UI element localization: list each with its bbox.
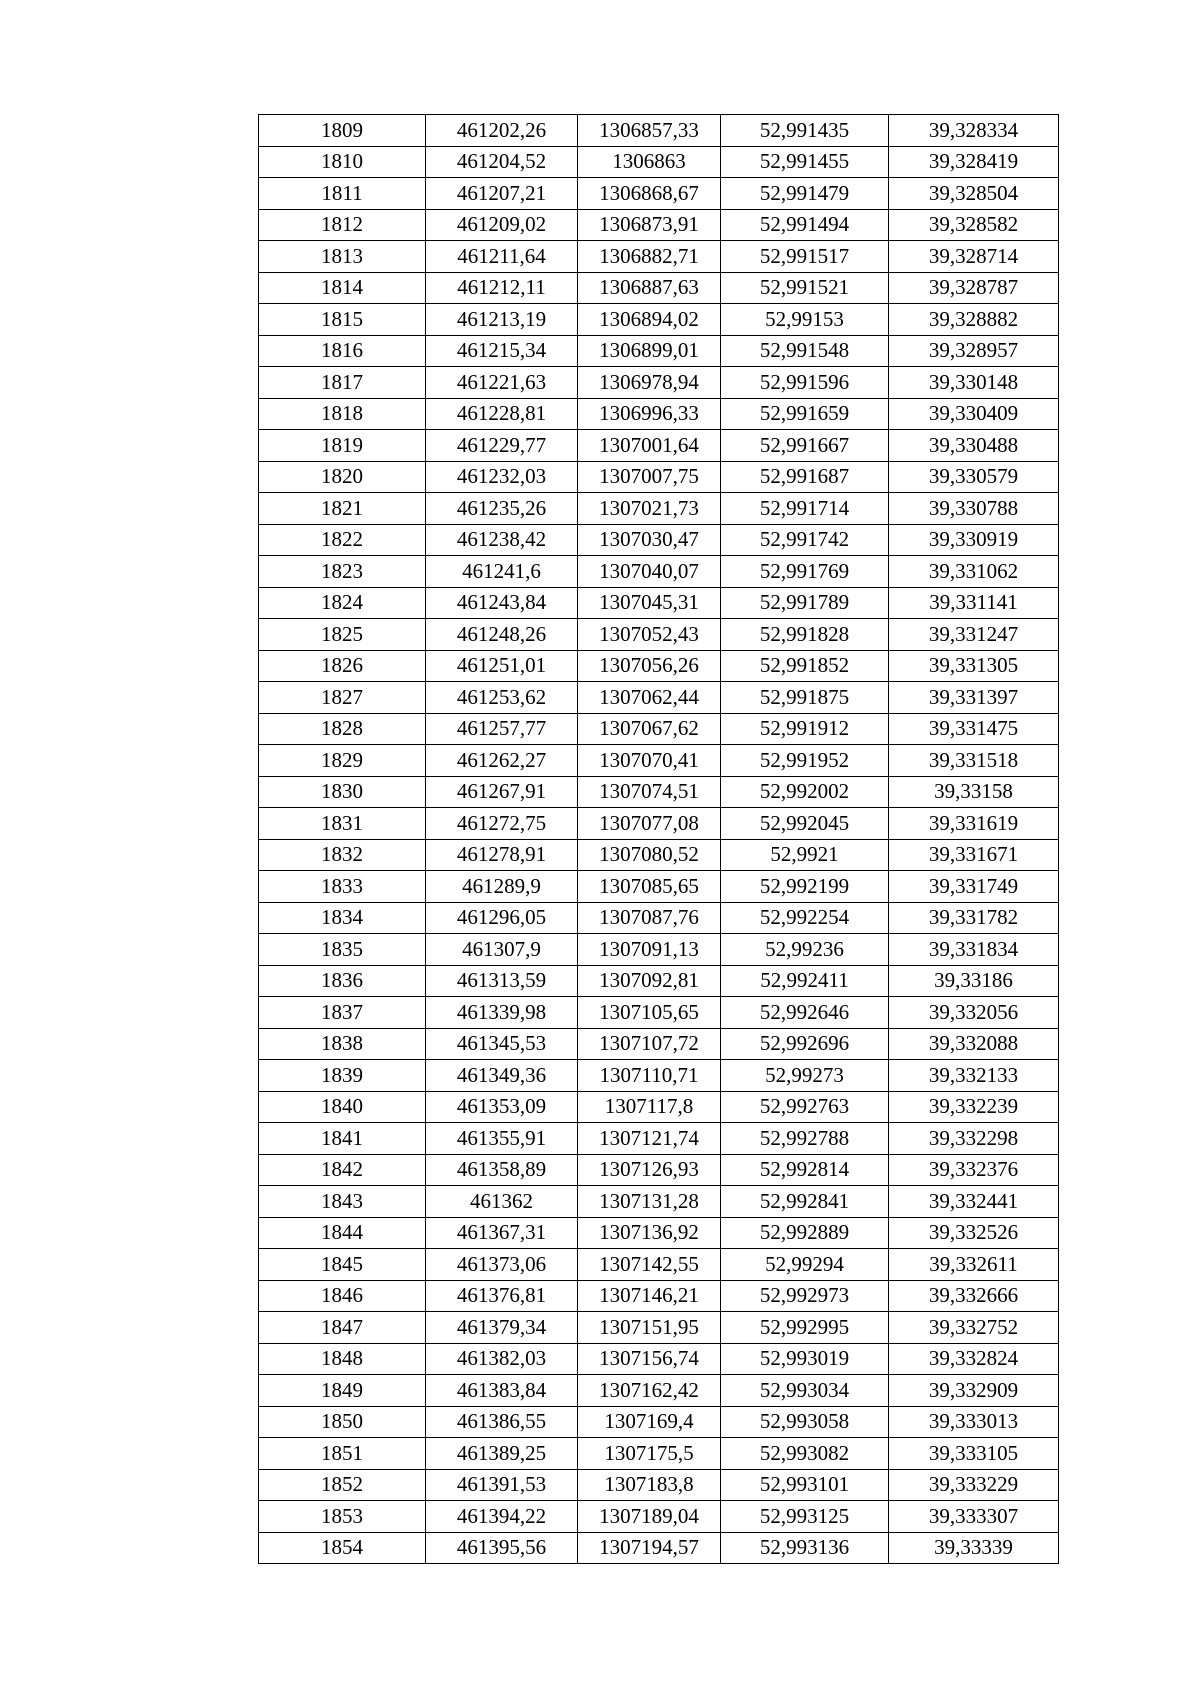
point-number-cell: 1819 (259, 430, 426, 462)
point-number-cell: 1849 (259, 1375, 426, 1407)
table-row (259, 839, 1059, 871)
coordinates-table (258, 114, 1059, 1564)
table-row (259, 713, 1059, 745)
point-number-cell: 1817 (259, 367, 426, 399)
latitude-cell: 52,991596 (721, 367, 889, 399)
latitude-cell: 52,991435 (721, 115, 889, 147)
table-row (259, 1217, 1059, 1249)
table-row (259, 367, 1059, 399)
point-number-cell: 1829 (259, 745, 426, 777)
table-row (259, 556, 1059, 588)
x-coordinate-cell: 461349,36 (426, 1060, 578, 1092)
longitude-cell: 39,328714 (889, 241, 1059, 273)
table-row (259, 1312, 1059, 1344)
x-coordinate-cell: 461232,03 (426, 461, 578, 493)
latitude-cell: 52,991742 (721, 524, 889, 556)
latitude-cell: 52,991687 (721, 461, 889, 493)
latitude-cell: 52,992254 (721, 902, 889, 934)
y-coordinate-cell: 1307156,74 (578, 1343, 721, 1375)
x-coordinate-cell: 461211,64 (426, 241, 578, 273)
longitude-cell: 39,331062 (889, 556, 1059, 588)
latitude-cell: 52,991912 (721, 713, 889, 745)
point-number-cell: 1825 (259, 619, 426, 651)
latitude-cell: 52,992002 (721, 776, 889, 808)
x-coordinate-cell: 461296,05 (426, 902, 578, 934)
latitude-cell: 52,99153 (721, 304, 889, 336)
latitude-cell: 52,99273 (721, 1060, 889, 1092)
x-coordinate-cell: 461243,84 (426, 587, 578, 619)
point-number-cell: 1840 (259, 1091, 426, 1123)
table-row (259, 115, 1059, 147)
y-coordinate-cell: 1307087,76 (578, 902, 721, 934)
latitude-cell: 52,993125 (721, 1501, 889, 1533)
y-coordinate-cell: 1307169,4 (578, 1406, 721, 1438)
longitude-cell: 39,328882 (889, 304, 1059, 336)
latitude-cell: 52,991479 (721, 178, 889, 210)
x-coordinate-cell: 461394,22 (426, 1501, 578, 1533)
x-coordinate-cell: 461221,63 (426, 367, 578, 399)
x-coordinate-cell: 461339,98 (426, 997, 578, 1029)
y-coordinate-cell: 1307162,42 (578, 1375, 721, 1407)
longitude-cell: 39,333307 (889, 1501, 1059, 1533)
latitude-cell: 52,992973 (721, 1280, 889, 1312)
table-row (259, 1438, 1059, 1470)
longitude-cell: 39,330788 (889, 493, 1059, 525)
longitude-cell: 39,328504 (889, 178, 1059, 210)
longitude-cell: 39,330579 (889, 461, 1059, 493)
longitude-cell: 39,328419 (889, 146, 1059, 178)
point-number-cell: 1811 (259, 178, 426, 210)
table-row (259, 209, 1059, 241)
y-coordinate-cell: 1307080,52 (578, 839, 721, 871)
table-row (259, 1091, 1059, 1123)
longitude-cell: 39,330409 (889, 398, 1059, 430)
y-coordinate-cell: 1307001,64 (578, 430, 721, 462)
latitude-cell: 52,991521 (721, 272, 889, 304)
point-number-cell: 1820 (259, 461, 426, 493)
latitude-cell: 52,991548 (721, 335, 889, 367)
x-coordinate-cell: 461272,75 (426, 808, 578, 840)
table-row (259, 776, 1059, 808)
point-number-cell: 1809 (259, 115, 426, 147)
longitude-cell: 39,331475 (889, 713, 1059, 745)
x-coordinate-cell: 461355,91 (426, 1123, 578, 1155)
longitude-cell: 39,332441 (889, 1186, 1059, 1218)
point-number-cell: 1821 (259, 493, 426, 525)
table-row (259, 524, 1059, 556)
latitude-cell: 52,991517 (721, 241, 889, 273)
latitude-cell: 52,991875 (721, 682, 889, 714)
longitude-cell: 39,331671 (889, 839, 1059, 871)
latitude-cell: 52,992841 (721, 1186, 889, 1218)
latitude-cell: 52,992788 (721, 1123, 889, 1155)
point-number-cell: 1837 (259, 997, 426, 1029)
x-coordinate-cell: 461358,89 (426, 1154, 578, 1186)
latitude-cell: 52,992646 (721, 997, 889, 1029)
point-number-cell: 1814 (259, 272, 426, 304)
table-row (259, 430, 1059, 462)
longitude-cell: 39,328957 (889, 335, 1059, 367)
longitude-cell: 39,331518 (889, 745, 1059, 777)
longitude-cell: 39,330148 (889, 367, 1059, 399)
point-number-cell: 1850 (259, 1406, 426, 1438)
y-coordinate-cell: 1307121,74 (578, 1123, 721, 1155)
y-coordinate-cell: 1306899,01 (578, 335, 721, 367)
point-number-cell: 1832 (259, 839, 426, 871)
point-number-cell: 1828 (259, 713, 426, 745)
latitude-cell: 52,993082 (721, 1438, 889, 1470)
y-coordinate-cell: 1307175,5 (578, 1438, 721, 1470)
longitude-cell: 39,332611 (889, 1249, 1059, 1281)
x-coordinate-cell: 461379,34 (426, 1312, 578, 1344)
x-coordinate-cell: 461383,84 (426, 1375, 578, 1407)
table-row (259, 493, 1059, 525)
table-row (259, 1249, 1059, 1281)
point-number-cell: 1846 (259, 1280, 426, 1312)
y-coordinate-cell: 1306863 (578, 146, 721, 178)
table-row (259, 398, 1059, 430)
x-coordinate-cell: 461229,77 (426, 430, 578, 462)
x-coordinate-cell: 461382,03 (426, 1343, 578, 1375)
table-row (259, 1186, 1059, 1218)
x-coordinate-cell: 461373,06 (426, 1249, 578, 1281)
y-coordinate-cell: 1306978,94 (578, 367, 721, 399)
table-row (259, 1154, 1059, 1186)
y-coordinate-cell: 1307151,95 (578, 1312, 721, 1344)
longitude-cell: 39,332666 (889, 1280, 1059, 1312)
latitude-cell: 52,993101 (721, 1469, 889, 1501)
table-row (259, 619, 1059, 651)
point-number-cell: 1852 (259, 1469, 426, 1501)
longitude-cell: 39,331749 (889, 871, 1059, 903)
table-row (259, 1060, 1059, 1092)
point-number-cell: 1841 (259, 1123, 426, 1155)
point-number-cell: 1812 (259, 209, 426, 241)
table-row (259, 1280, 1059, 1312)
table-row (259, 272, 1059, 304)
point-number-cell: 1826 (259, 650, 426, 682)
latitude-cell: 52,992814 (721, 1154, 889, 1186)
y-coordinate-cell: 1307052,43 (578, 619, 721, 651)
point-number-cell: 1810 (259, 146, 426, 178)
point-number-cell: 1854 (259, 1532, 426, 1564)
x-coordinate-cell: 461307,9 (426, 934, 578, 966)
longitude-cell: 39,332088 (889, 1028, 1059, 1060)
longitude-cell: 39,331782 (889, 902, 1059, 934)
x-coordinate-cell: 461267,91 (426, 776, 578, 808)
longitude-cell: 39,332752 (889, 1312, 1059, 1344)
y-coordinate-cell: 1307070,41 (578, 745, 721, 777)
x-coordinate-cell: 461228,81 (426, 398, 578, 430)
longitude-cell: 39,332133 (889, 1060, 1059, 1092)
table-row (259, 871, 1059, 903)
point-number-cell: 1838 (259, 1028, 426, 1060)
y-coordinate-cell: 1307183,8 (578, 1469, 721, 1501)
y-coordinate-cell: 1307067,62 (578, 713, 721, 745)
latitude-cell: 52,992199 (721, 871, 889, 903)
latitude-cell: 52,991667 (721, 430, 889, 462)
x-coordinate-cell: 461253,62 (426, 682, 578, 714)
y-coordinate-cell: 1307142,55 (578, 1249, 721, 1281)
table-row (259, 178, 1059, 210)
longitude-cell: 39,33339 (889, 1532, 1059, 1564)
y-coordinate-cell: 1307110,71 (578, 1060, 721, 1092)
x-coordinate-cell: 461257,77 (426, 713, 578, 745)
point-number-cell: 1834 (259, 902, 426, 934)
point-number-cell: 1843 (259, 1186, 426, 1218)
longitude-cell: 39,332376 (889, 1154, 1059, 1186)
latitude-cell: 52,991659 (721, 398, 889, 430)
point-number-cell: 1842 (259, 1154, 426, 1186)
table-row (259, 682, 1059, 714)
table-row (259, 1532, 1059, 1564)
table-row (259, 934, 1059, 966)
longitude-cell: 39,332526 (889, 1217, 1059, 1249)
x-coordinate-cell: 461389,25 (426, 1438, 578, 1470)
x-coordinate-cell: 461207,21 (426, 178, 578, 210)
longitude-cell: 39,332824 (889, 1343, 1059, 1375)
longitude-cell: 39,333105 (889, 1438, 1059, 1470)
latitude-cell: 52,993019 (721, 1343, 889, 1375)
table-row (259, 965, 1059, 997)
point-number-cell: 1827 (259, 682, 426, 714)
point-number-cell: 1816 (259, 335, 426, 367)
y-coordinate-cell: 1307105,65 (578, 997, 721, 1029)
latitude-cell: 52,991789 (721, 587, 889, 619)
point-number-cell: 1813 (259, 241, 426, 273)
point-number-cell: 1847 (259, 1312, 426, 1344)
latitude-cell: 52,99236 (721, 934, 889, 966)
x-coordinate-cell: 461367,31 (426, 1217, 578, 1249)
point-number-cell: 1851 (259, 1438, 426, 1470)
y-coordinate-cell: 1307021,73 (578, 493, 721, 525)
y-coordinate-cell: 1306868,67 (578, 178, 721, 210)
longitude-cell: 39,33158 (889, 776, 1059, 808)
latitude-cell: 52,991769 (721, 556, 889, 588)
y-coordinate-cell: 1307045,31 (578, 587, 721, 619)
y-coordinate-cell: 1306857,33 (578, 115, 721, 147)
longitude-cell: 39,328582 (889, 209, 1059, 241)
x-coordinate-cell: 461215,34 (426, 335, 578, 367)
x-coordinate-cell: 461251,01 (426, 650, 578, 682)
latitude-cell: 52,993058 (721, 1406, 889, 1438)
point-number-cell: 1835 (259, 934, 426, 966)
y-coordinate-cell: 1307062,44 (578, 682, 721, 714)
table-row (259, 241, 1059, 273)
longitude-cell: 39,331834 (889, 934, 1059, 966)
x-coordinate-cell: 461241,6 (426, 556, 578, 588)
longitude-cell: 39,330919 (889, 524, 1059, 556)
table-row (259, 1343, 1059, 1375)
x-coordinate-cell: 461212,11 (426, 272, 578, 304)
longitude-cell: 39,333013 (889, 1406, 1059, 1438)
x-coordinate-cell: 461289,9 (426, 871, 578, 903)
x-coordinate-cell: 461213,19 (426, 304, 578, 336)
point-number-cell: 1818 (259, 398, 426, 430)
coordinates-table-body (259, 115, 1059, 1564)
y-coordinate-cell: 1307091,13 (578, 934, 721, 966)
y-coordinate-cell: 1307040,07 (578, 556, 721, 588)
point-number-cell: 1845 (259, 1249, 426, 1281)
y-coordinate-cell: 1307194,57 (578, 1532, 721, 1564)
y-coordinate-cell: 1307007,75 (578, 461, 721, 493)
table-row (259, 1406, 1059, 1438)
y-coordinate-cell: 1306873,91 (578, 209, 721, 241)
latitude-cell: 52,991494 (721, 209, 889, 241)
x-coordinate-cell: 461362 (426, 1186, 578, 1218)
latitude-cell: 52,992696 (721, 1028, 889, 1060)
table-row (259, 461, 1059, 493)
table-row (259, 650, 1059, 682)
table-row (259, 1501, 1059, 1533)
y-coordinate-cell: 1307074,51 (578, 776, 721, 808)
latitude-cell: 52,991828 (721, 619, 889, 651)
y-coordinate-cell: 1307092,81 (578, 965, 721, 997)
longitude-cell: 39,332056 (889, 997, 1059, 1029)
x-coordinate-cell: 461204,52 (426, 146, 578, 178)
y-coordinate-cell: 1306882,71 (578, 241, 721, 273)
x-coordinate-cell: 461313,59 (426, 965, 578, 997)
y-coordinate-cell: 1307085,65 (578, 871, 721, 903)
longitude-cell: 39,331305 (889, 650, 1059, 682)
latitude-cell: 52,9921 (721, 839, 889, 871)
x-coordinate-cell: 461248,26 (426, 619, 578, 651)
latitude-cell: 52,991852 (721, 650, 889, 682)
table-row (259, 304, 1059, 336)
table-row (259, 902, 1059, 934)
table-row (259, 1123, 1059, 1155)
table-row (259, 808, 1059, 840)
point-number-cell: 1824 (259, 587, 426, 619)
point-number-cell: 1830 (259, 776, 426, 808)
longitude-cell: 39,328787 (889, 272, 1059, 304)
point-number-cell: 1853 (259, 1501, 426, 1533)
point-number-cell: 1836 (259, 965, 426, 997)
y-coordinate-cell: 1306894,02 (578, 304, 721, 336)
table-row (259, 997, 1059, 1029)
latitude-cell: 52,992995 (721, 1312, 889, 1344)
y-coordinate-cell: 1307107,72 (578, 1028, 721, 1060)
longitude-cell: 39,33186 (889, 965, 1059, 997)
table-row (259, 587, 1059, 619)
longitude-cell: 39,332909 (889, 1375, 1059, 1407)
y-coordinate-cell: 1306996,33 (578, 398, 721, 430)
y-coordinate-cell: 1307146,21 (578, 1280, 721, 1312)
y-coordinate-cell: 1307077,08 (578, 808, 721, 840)
x-coordinate-cell: 461391,53 (426, 1469, 578, 1501)
point-number-cell: 1823 (259, 556, 426, 588)
table-row (259, 146, 1059, 178)
x-coordinate-cell: 461238,42 (426, 524, 578, 556)
x-coordinate-cell: 461345,53 (426, 1028, 578, 1060)
latitude-cell: 52,992411 (721, 965, 889, 997)
y-coordinate-cell: 1307136,92 (578, 1217, 721, 1249)
x-coordinate-cell: 461235,26 (426, 493, 578, 525)
longitude-cell: 39,331397 (889, 682, 1059, 714)
longitude-cell: 39,332239 (889, 1091, 1059, 1123)
longitude-cell: 39,328334 (889, 115, 1059, 147)
longitude-cell: 39,331247 (889, 619, 1059, 651)
latitude-cell: 52,992045 (721, 808, 889, 840)
x-coordinate-cell: 461262,27 (426, 745, 578, 777)
y-coordinate-cell: 1307131,28 (578, 1186, 721, 1218)
x-coordinate-cell: 461386,55 (426, 1406, 578, 1438)
latitude-cell: 52,99294 (721, 1249, 889, 1281)
x-coordinate-cell: 461202,26 (426, 115, 578, 147)
point-number-cell: 1848 (259, 1343, 426, 1375)
x-coordinate-cell: 461209,02 (426, 209, 578, 241)
point-number-cell: 1833 (259, 871, 426, 903)
point-number-cell: 1822 (259, 524, 426, 556)
latitude-cell: 52,992889 (721, 1217, 889, 1249)
latitude-cell: 52,993136 (721, 1532, 889, 1564)
longitude-cell: 39,330488 (889, 430, 1059, 462)
x-coordinate-cell: 461376,81 (426, 1280, 578, 1312)
table-row (259, 745, 1059, 777)
latitude-cell: 52,991714 (721, 493, 889, 525)
latitude-cell: 52,991952 (721, 745, 889, 777)
table-row (259, 1469, 1059, 1501)
point-number-cell: 1815 (259, 304, 426, 336)
latitude-cell: 52,993034 (721, 1375, 889, 1407)
point-number-cell: 1839 (259, 1060, 426, 1092)
longitude-cell: 39,331141 (889, 587, 1059, 619)
x-coordinate-cell: 461395,56 (426, 1532, 578, 1564)
longitude-cell: 39,332298 (889, 1123, 1059, 1155)
y-coordinate-cell: 1307056,26 (578, 650, 721, 682)
table-row (259, 1028, 1059, 1060)
y-coordinate-cell: 1307126,93 (578, 1154, 721, 1186)
y-coordinate-cell: 1307030,47 (578, 524, 721, 556)
y-coordinate-cell: 1307117,8 (578, 1091, 721, 1123)
y-coordinate-cell: 1307189,04 (578, 1501, 721, 1533)
x-coordinate-cell: 461353,09 (426, 1091, 578, 1123)
latitude-cell: 52,992763 (721, 1091, 889, 1123)
table-row (259, 1375, 1059, 1407)
point-number-cell: 1831 (259, 808, 426, 840)
point-number-cell: 1844 (259, 1217, 426, 1249)
table-row (259, 335, 1059, 367)
longitude-cell: 39,331619 (889, 808, 1059, 840)
latitude-cell: 52,991455 (721, 146, 889, 178)
longitude-cell: 39,333229 (889, 1469, 1059, 1501)
y-coordinate-cell: 1306887,63 (578, 272, 721, 304)
x-coordinate-cell: 461278,91 (426, 839, 578, 871)
